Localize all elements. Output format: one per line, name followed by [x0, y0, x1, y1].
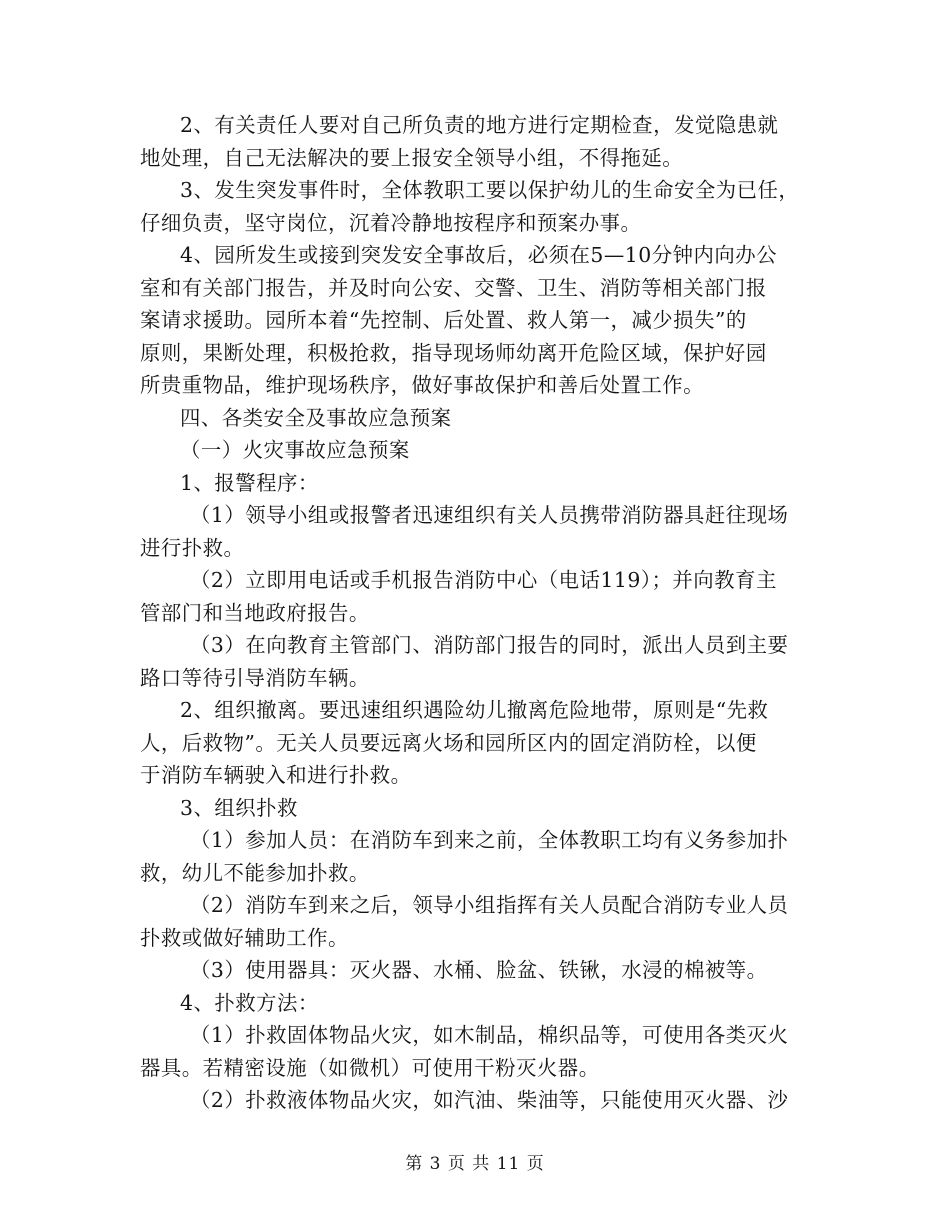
text-line: 管部门和当地政府报告。 — [140, 600, 370, 625]
text-line: 于消防车辆驶入和进行扑救。 — [140, 763, 412, 787]
text-line: （2）扑救液体物品火灾，如汽油、柴油等，只能使用灭火器、沙 — [190, 1088, 789, 1112]
text-line: 4、园所发生或接到突发安全事故后，必须在5—10分钟内向办公 — [180, 243, 778, 267]
text-line: （3）使用器具：灭火器、水桶、脸盆、铁锹，水浸的棉被等。 — [190, 958, 768, 982]
text-line: 地处理，自己无法解决的要上报安全领导小组，不得拖延。 — [140, 145, 684, 170]
text-line: （1）参加人员：在消防车到来之前，全体教职工均有义务参加扑 — [190, 828, 789, 852]
text-line: （1）领导小组或报警者迅速组织有关人员携带消防器具赶往现场 — [190, 503, 789, 527]
text-line: 救，幼儿不能参加扑救。 — [140, 860, 370, 885]
page-number-footer: 第 3 页 共 11 页 — [405, 1154, 545, 1174]
text-line: 所贵重物品，维护现场秩序，做好事故保护和善后处置工作。 — [140, 373, 705, 397]
text-line: 3、组织扑救 — [180, 795, 298, 820]
text-line: （一）火灾事故应急预案 — [180, 438, 410, 462]
text-line: 仔细负责，坚守岗位，沉着冷静地按程序和预案办事。 — [140, 210, 642, 235]
text-line: 人，后救物”。无关人员要远离火场和园所区内的固定消防栓，以便 — [140, 730, 757, 755]
text-line: 2、有关责任人要对自己所负责的地方进行定期检查，发觉隐患就 — [180, 113, 779, 137]
text-line: 2、组织撤离。要迅速组织遇险幼儿撤离危险地带，原则是“先救 — [180, 698, 769, 722]
text-line: 4、扑救方法： — [180, 990, 319, 1015]
text-line: 原则，果断处理，积极抢救，指导现场师幼离开危险区域，保护好园 — [140, 340, 767, 365]
text-line: 器具。若精密设施（如微机）可使用干粉灭火器。 — [140, 1055, 600, 1080]
text-line: 室和有关部门报告，并及时向公安、交警、卫生、消防等相关部门报 — [140, 275, 767, 300]
text-line: （3）在向教育主管部门、消防部门报告的同时，派出人员到主要 — [190, 633, 789, 657]
text-line: （1）扑救固体物品火灾，如木制品，棉织品等，可使用各类灭火 — [190, 1023, 789, 1047]
text-line: 扑救或做好辅助工作。 — [140, 925, 349, 950]
document-body — [140, 109, 820, 1117]
text-line: 进行扑救。 — [140, 535, 245, 560]
text-line: 3、发生突发事件时，全体教职工要以保护幼儿的生命安全为已任， — [180, 178, 800, 202]
text-line: 案请求援助。园所本着“先控制、后处置、救人第一，减少损失”的 — [140, 308, 747, 332]
text-line: 四、各类安全及事故应急预案 — [180, 405, 452, 430]
text-line: 路口等待引导消防车辆。 — [140, 665, 370, 690]
text-line: （2）消防车到来之后，领导小组指挥有关人员配合消防专业人员 — [190, 893, 789, 917]
text-line: 1、报警程序： — [180, 470, 319, 495]
text-line: （2）立即用电话或手机报告消防中心（电话119）；并向教育主 — [190, 568, 777, 592]
